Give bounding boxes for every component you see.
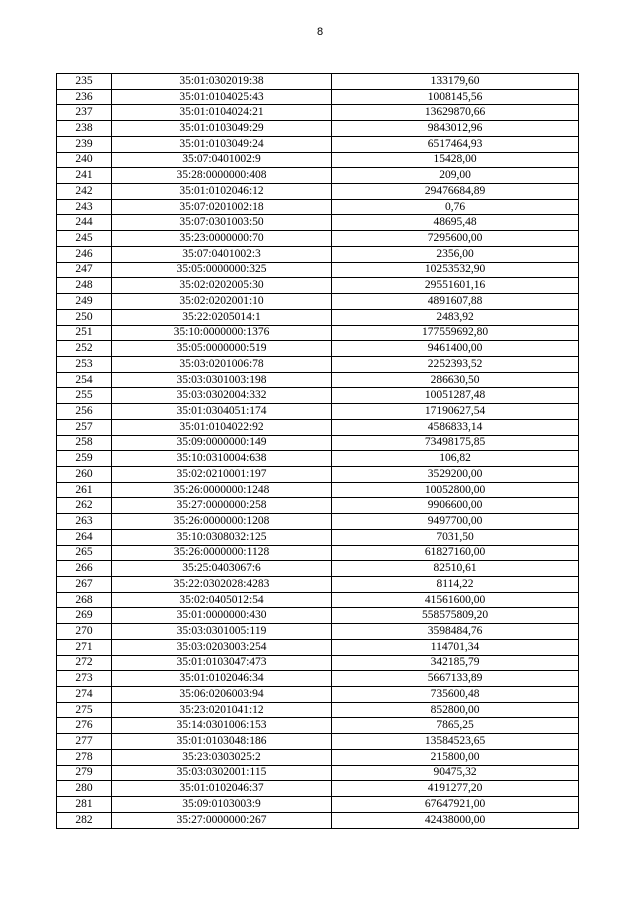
table-row — [57, 451, 579, 467]
cadastral-number-cell: 35:14:0301006:153 — [112, 718, 332, 734]
row-number-cell: 261 — [57, 482, 112, 498]
value-cell: 7865,25 — [332, 718, 579, 734]
row-number-cell: 248 — [57, 278, 112, 294]
value-cell: 4891607,88 — [332, 294, 579, 310]
row-number-cell: 250 — [57, 309, 112, 325]
row-number-cell: 257 — [57, 419, 112, 435]
cadastral-number-cell: 35:07:0401002:9 — [112, 152, 332, 168]
cadastral-number-cell: 35:27:0000000:258 — [112, 498, 332, 514]
table-row — [57, 136, 579, 152]
table-row — [57, 105, 579, 121]
table-row — [57, 561, 579, 577]
table-row — [57, 545, 579, 561]
row-number-cell: 276 — [57, 718, 112, 734]
table-row — [57, 262, 579, 278]
value-cell: 9843012,96 — [332, 121, 579, 137]
row-number-cell: 264 — [57, 529, 112, 545]
row-number-cell: 269 — [57, 608, 112, 624]
table-row — [57, 309, 579, 325]
value-cell: 10253532,90 — [332, 262, 579, 278]
value-cell: 61827160,00 — [332, 545, 579, 561]
table-row — [57, 734, 579, 750]
cadastral-number-cell: 35:06:0206003:94 — [112, 687, 332, 703]
cadastral-number-cell: 35:02:0405012:54 — [112, 592, 332, 608]
table-row — [57, 121, 579, 137]
row-number-cell: 282 — [57, 812, 112, 828]
row-number-cell: 270 — [57, 624, 112, 640]
table-row — [57, 639, 579, 655]
table-row — [57, 294, 579, 310]
value-cell: 215800,00 — [332, 749, 579, 765]
registry-table-body — [57, 74, 579, 829]
value-cell: 5667133,89 — [332, 671, 579, 687]
table-row — [57, 184, 579, 200]
table-row — [57, 514, 579, 530]
table-row — [57, 577, 579, 593]
value-cell: 735600,48 — [332, 687, 579, 703]
value-cell: 106,82 — [332, 451, 579, 467]
table-row — [57, 325, 579, 341]
cadastral-number-cell: 35:26:0000000:1248 — [112, 482, 332, 498]
cadastral-number-cell: 35:03:0302001:115 — [112, 765, 332, 781]
table-row — [57, 372, 579, 388]
row-number-cell: 245 — [57, 231, 112, 247]
cadastral-number-cell: 35:26:0000000:1128 — [112, 545, 332, 561]
table-row — [57, 215, 579, 231]
cadastral-number-cell: 35:10:0000000:1376 — [112, 325, 332, 341]
row-number-cell: 274 — [57, 687, 112, 703]
table-row — [57, 152, 579, 168]
value-cell: 42438000,00 — [332, 812, 579, 828]
cadastral-number-cell: 35:01:0103047:473 — [112, 655, 332, 671]
value-cell: 2356,00 — [332, 246, 579, 262]
value-cell: 90475,32 — [332, 765, 579, 781]
cadastral-number-cell: 35:07:0201002:18 — [112, 199, 332, 215]
cadastral-number-cell: 35:23:0201041:12 — [112, 702, 332, 718]
table-row — [57, 466, 579, 482]
value-cell: 209,00 — [332, 168, 579, 184]
cadastral-number-cell: 35:07:0301003:50 — [112, 215, 332, 231]
cadastral-number-cell: 35:01:0102046:34 — [112, 671, 332, 687]
row-number-cell: 271 — [57, 639, 112, 655]
value-cell: 73498175,85 — [332, 435, 579, 451]
row-number-cell: 241 — [57, 168, 112, 184]
cadastral-number-cell: 35:03:0301003:198 — [112, 372, 332, 388]
row-number-cell: 265 — [57, 545, 112, 561]
table-row — [57, 404, 579, 420]
table-row — [57, 781, 579, 797]
row-number-cell: 279 — [57, 765, 112, 781]
row-number-cell: 260 — [57, 466, 112, 482]
cadastral-number-cell: 35:05:0000000:325 — [112, 262, 332, 278]
cadastral-number-cell: 35:03:0301005:119 — [112, 624, 332, 640]
value-cell: 4191277,20 — [332, 781, 579, 797]
table-row — [57, 231, 579, 247]
value-cell: 67647921,00 — [332, 797, 579, 813]
row-number-cell: 249 — [57, 294, 112, 310]
row-number-cell: 252 — [57, 341, 112, 357]
cadastral-number-cell: 35:22:0205014:1 — [112, 309, 332, 325]
value-cell: 17190627,54 — [332, 404, 579, 420]
value-cell: 13629870,66 — [332, 105, 579, 121]
row-number-cell: 235 — [57, 74, 112, 90]
cadastral-number-cell: 35:10:0308032:125 — [112, 529, 332, 545]
value-cell: 133179,60 — [332, 74, 579, 90]
row-number-cell: 238 — [57, 121, 112, 137]
cadastral-number-cell: 35:01:0103049:29 — [112, 121, 332, 137]
cadastral-number-cell: 35:03:0302004:332 — [112, 388, 332, 404]
table-row — [57, 655, 579, 671]
value-cell: 6517464,93 — [332, 136, 579, 152]
cadastral-number-cell: 35:01:0302019:38 — [112, 74, 332, 90]
row-number-cell: 251 — [57, 325, 112, 341]
cadastral-number-cell: 35:22:0302028:4283 — [112, 577, 332, 593]
row-number-cell: 266 — [57, 561, 112, 577]
cadastral-number-cell: 35:01:0304051:174 — [112, 404, 332, 420]
cadastral-number-cell: 35:23:0000000:70 — [112, 231, 332, 247]
row-number-cell: 267 — [57, 577, 112, 593]
table-row — [57, 356, 579, 372]
row-number-cell: 255 — [57, 388, 112, 404]
cadastral-number-cell: 35:01:0000000:430 — [112, 608, 332, 624]
cadastral-number-cell: 35:05:0000000:519 — [112, 341, 332, 357]
table-row — [57, 749, 579, 765]
page-number: 8 — [316, 26, 324, 38]
row-number-cell: 263 — [57, 514, 112, 530]
row-number-cell: 275 — [57, 702, 112, 718]
table-row — [57, 74, 579, 90]
row-number-cell: 273 — [57, 671, 112, 687]
cadastral-number-cell: 35:01:0104024:21 — [112, 105, 332, 121]
cadastral-number-cell: 35:02:0202001:10 — [112, 294, 332, 310]
row-number-cell: 254 — [57, 372, 112, 388]
value-cell: 286630,50 — [332, 372, 579, 388]
row-number-cell: 262 — [57, 498, 112, 514]
table-row — [57, 388, 579, 404]
value-cell: 177559692,80 — [332, 325, 579, 341]
value-cell: 7031,50 — [332, 529, 579, 545]
cadastral-number-cell: 35:02:0210001:197 — [112, 466, 332, 482]
cadastral-number-cell: 35:09:0103003:9 — [112, 797, 332, 813]
value-cell: 9461400,00 — [332, 341, 579, 357]
table-row — [57, 797, 579, 813]
table-row — [57, 592, 579, 608]
value-cell: 2252393,52 — [332, 356, 579, 372]
table-row — [57, 529, 579, 545]
row-number-cell: 242 — [57, 184, 112, 200]
table-row — [57, 812, 579, 828]
row-number-cell: 258 — [57, 435, 112, 451]
row-number-cell: 280 — [57, 781, 112, 797]
table-row — [57, 765, 579, 781]
cadastral-number-cell: 35:01:0102046:12 — [112, 184, 332, 200]
row-number-cell: 239 — [57, 136, 112, 152]
value-cell: 10051287,48 — [332, 388, 579, 404]
cadastral-number-cell: 35:27:0000000:267 — [112, 812, 332, 828]
row-number-cell: 268 — [57, 592, 112, 608]
value-cell: 7295600,00 — [332, 231, 579, 247]
row-number-cell: 236 — [57, 89, 112, 105]
table-row — [57, 608, 579, 624]
value-cell: 48695,48 — [332, 215, 579, 231]
value-cell: 2483,92 — [332, 309, 579, 325]
cadastral-number-cell: 35:01:0104022:92 — [112, 419, 332, 435]
value-cell: 3529200,00 — [332, 466, 579, 482]
row-number-cell: 246 — [57, 246, 112, 262]
table-row — [57, 718, 579, 734]
table-row — [57, 435, 579, 451]
value-cell: 15428,00 — [332, 152, 579, 168]
cadastral-number-cell: 35:10:0310004:638 — [112, 451, 332, 467]
row-number-cell: 253 — [57, 356, 112, 372]
value-cell: 9906600,00 — [332, 498, 579, 514]
cadastral-number-cell: 35:23:0303025:2 — [112, 749, 332, 765]
row-number-cell: 259 — [57, 451, 112, 467]
value-cell: 4586833,14 — [332, 419, 579, 435]
cadastral-number-cell: 35:28:0000000:408 — [112, 168, 332, 184]
table-row — [57, 702, 579, 718]
value-cell: 114701,34 — [332, 639, 579, 655]
row-number-cell: 277 — [57, 734, 112, 750]
table-row — [57, 671, 579, 687]
row-number-cell: 247 — [57, 262, 112, 278]
value-cell: 9497700,00 — [332, 514, 579, 530]
cadastral-number-cell: 35:02:0202005:30 — [112, 278, 332, 294]
cadastral-number-cell: 35:03:0203003:254 — [112, 639, 332, 655]
cadastral-number-cell: 35:09:0000000:149 — [112, 435, 332, 451]
value-cell: 3598484,76 — [332, 624, 579, 640]
table-row — [57, 278, 579, 294]
cadastral-number-cell: 35:01:0103048:186 — [112, 734, 332, 750]
table-row — [57, 687, 579, 703]
row-number-cell: 244 — [57, 215, 112, 231]
value-cell: 29551601,16 — [332, 278, 579, 294]
value-cell: 852800,00 — [332, 702, 579, 718]
registry-table — [56, 73, 579, 829]
value-cell: 8114,22 — [332, 577, 579, 593]
cadastral-number-cell: 35:26:0000000:1208 — [112, 514, 332, 530]
value-cell: 558575809,20 — [332, 608, 579, 624]
cadastral-number-cell: 35:01:0102046:37 — [112, 781, 332, 797]
value-cell: 82510,61 — [332, 561, 579, 577]
table-row — [57, 341, 579, 357]
value-cell: 0,76 — [332, 199, 579, 215]
table-row — [57, 624, 579, 640]
table-row — [57, 89, 579, 105]
row-number-cell: 243 — [57, 199, 112, 215]
row-number-cell: 281 — [57, 797, 112, 813]
row-number-cell: 256 — [57, 404, 112, 420]
table-row — [57, 498, 579, 514]
value-cell: 29476684,89 — [332, 184, 579, 200]
value-cell: 1008145,56 — [332, 89, 579, 105]
value-cell: 13584523,65 — [332, 734, 579, 750]
cadastral-number-cell: 35:01:0103049:24 — [112, 136, 332, 152]
value-cell: 41561600,00 — [332, 592, 579, 608]
cadastral-number-cell: 35:03:0201006:78 — [112, 356, 332, 372]
value-cell: 10052800,00 — [332, 482, 579, 498]
cadastral-number-cell: 35:25:0403067:6 — [112, 561, 332, 577]
value-cell: 342185,79 — [332, 655, 579, 671]
table-row — [57, 246, 579, 262]
table-row — [57, 199, 579, 215]
table-row — [57, 482, 579, 498]
row-number-cell: 272 — [57, 655, 112, 671]
row-number-cell: 240 — [57, 152, 112, 168]
row-number-cell: 237 — [57, 105, 112, 121]
row-number-cell: 278 — [57, 749, 112, 765]
cadastral-number-cell: 35:01:0104025:43 — [112, 89, 332, 105]
table-row — [57, 168, 579, 184]
cadastral-number-cell: 35:07:0401002:3 — [112, 246, 332, 262]
table-row — [57, 419, 579, 435]
